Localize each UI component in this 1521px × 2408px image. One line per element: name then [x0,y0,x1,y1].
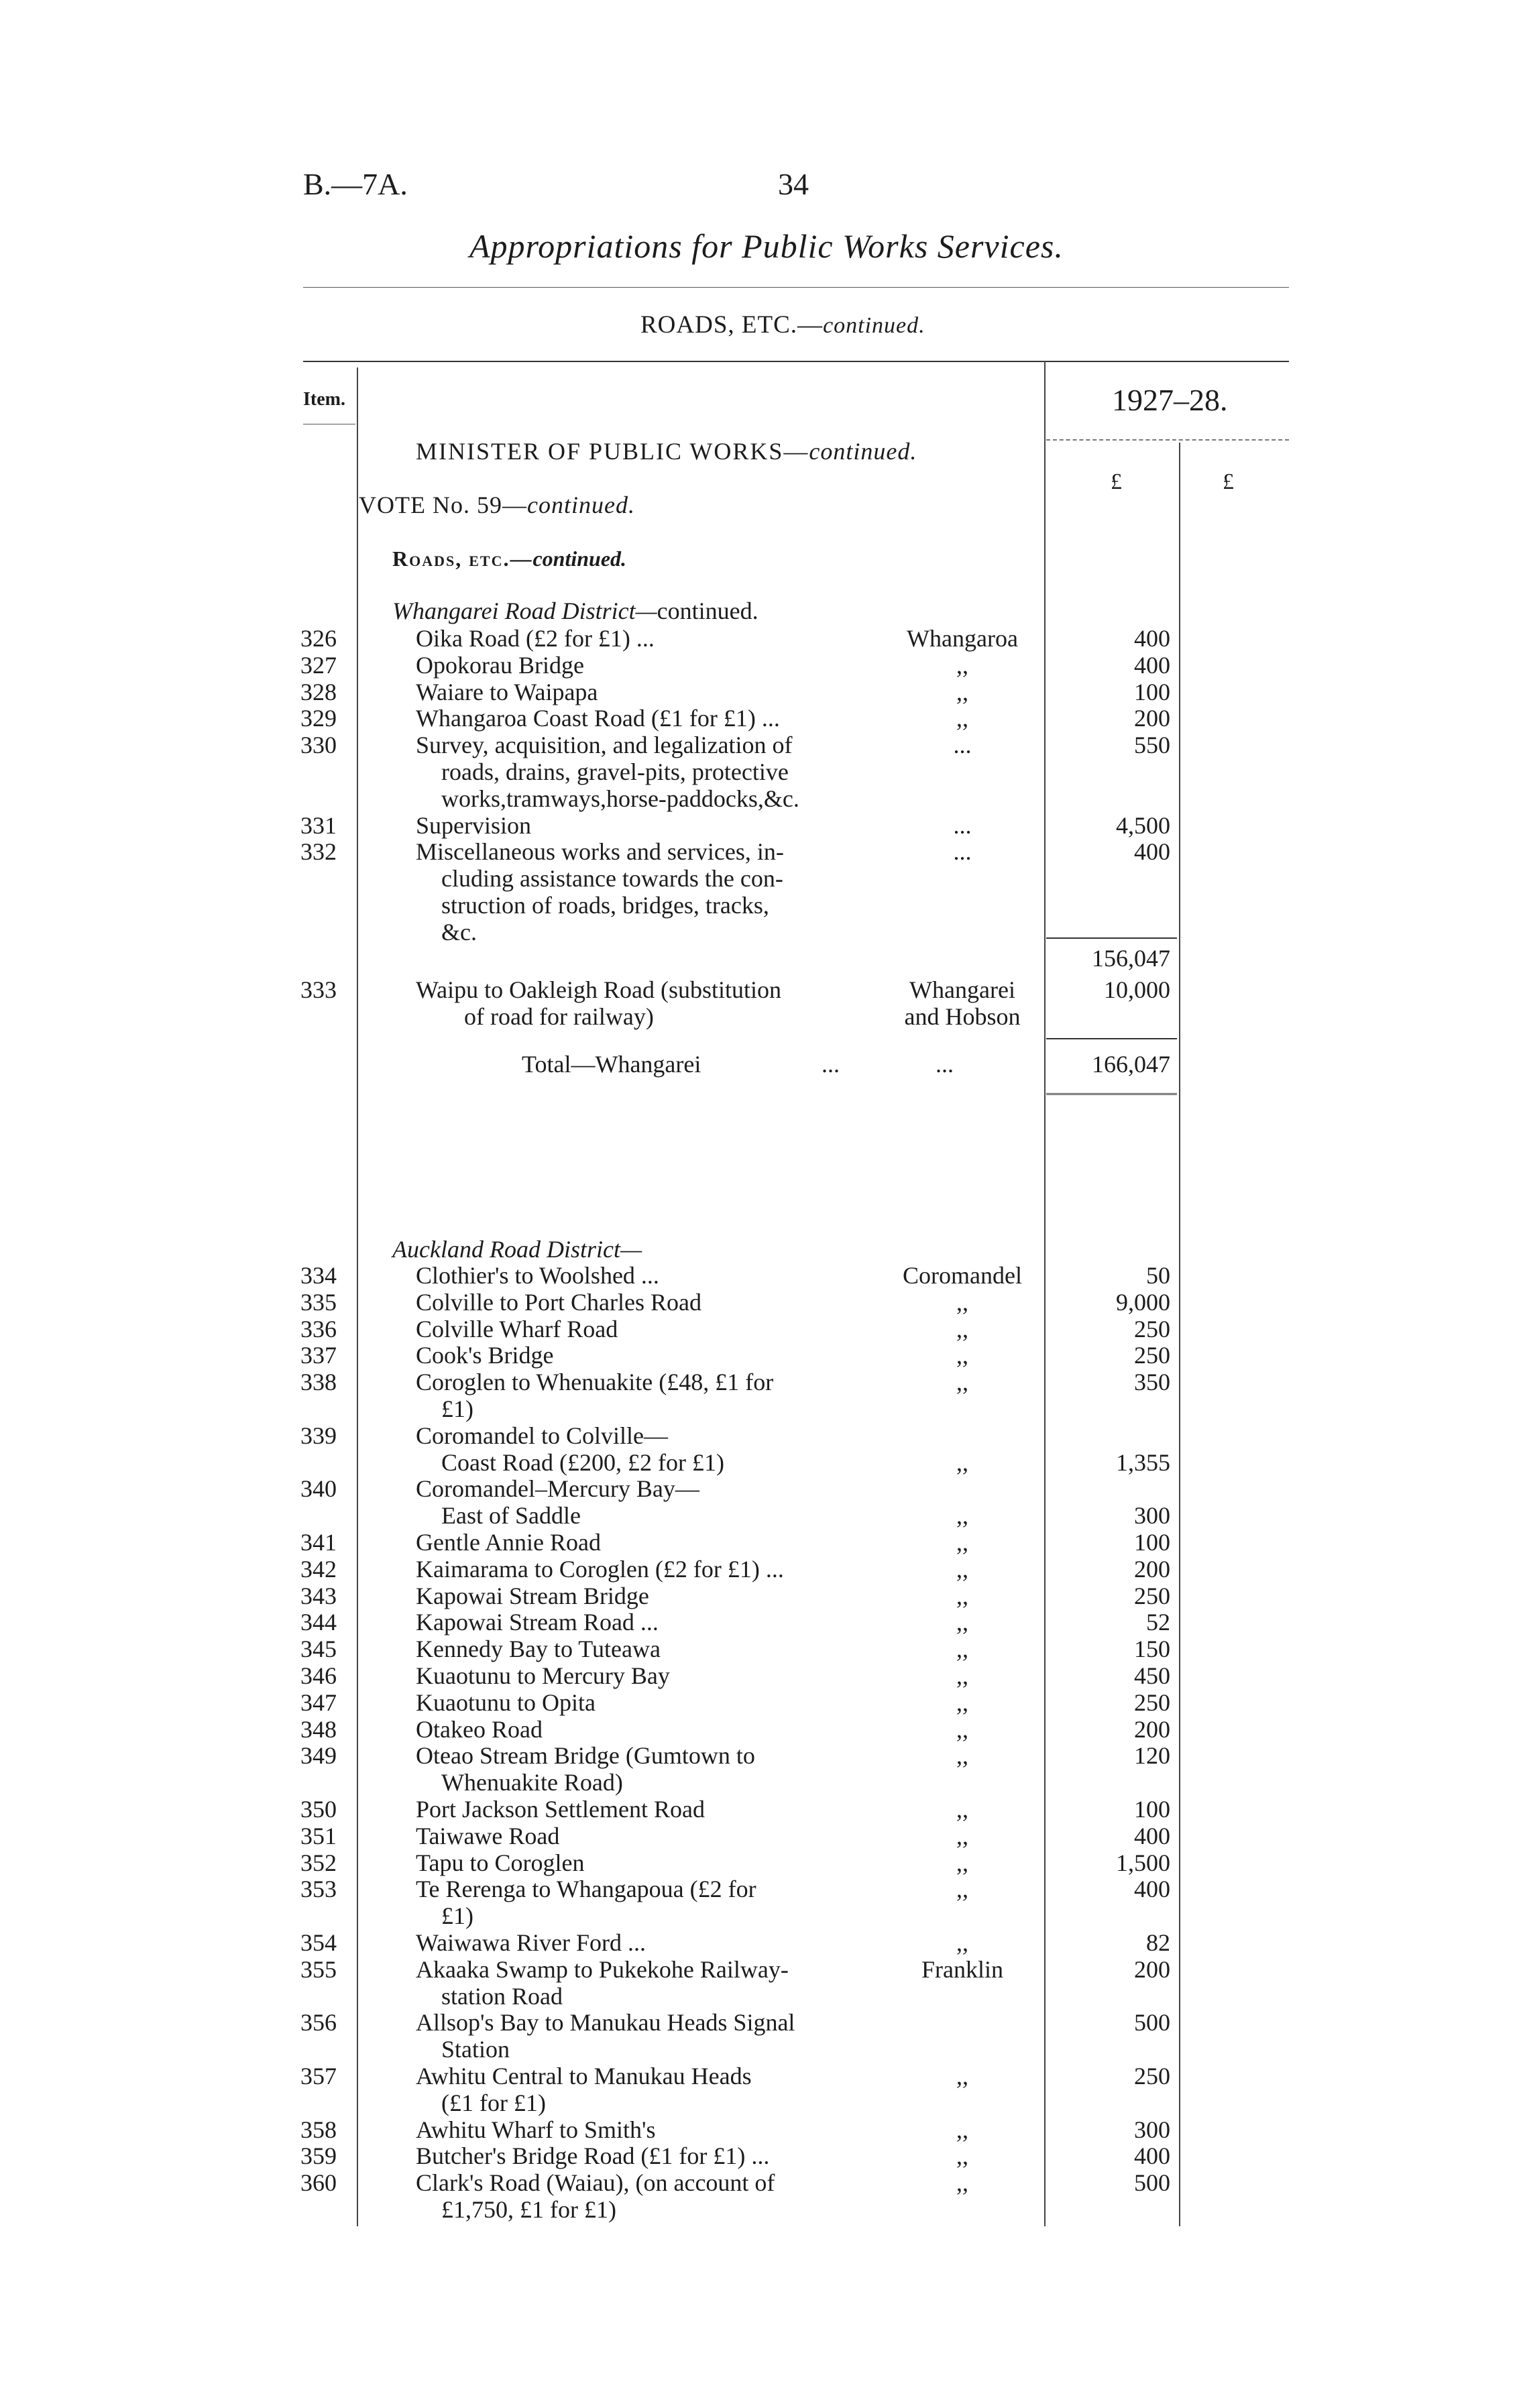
item-number: 329 [300,705,337,732]
item-location: ,, [956,1369,968,1396]
item-amount: 1,355 [1116,1448,1170,1476]
item-amount: 250 [1134,1582,1170,1609]
table-row [0,1849,1521,1876]
item-location: ,, [956,1448,968,1476]
item-location: ,, [956,1742,968,1770]
item-location: Coromandel [903,1262,1022,1289]
item-location: Franklin [921,1955,1003,1983]
item-description [416,1262,858,1289]
item-number: 355 [300,1955,337,1983]
item-number: 344 [300,1609,337,1636]
table-row [0,705,1521,732]
description-line: Clothier's to Woolshed ... [416,1262,659,1289]
item-location: ,, [956,1822,968,1849]
item-amount: 250 [1134,1342,1170,1369]
minister-heading-italic: continued. [809,438,917,465]
item-number: 342 [300,1555,337,1583]
description-line: Supervision [416,811,532,839]
description-line: Waiwawa River Ford ... [416,1929,646,1956]
item-location: ... [953,811,972,839]
vote-heading-main: VOTE No. 59— [359,492,527,518]
description-continuation: station Road [441,1982,563,2010]
description-continuation: roads, drains, gravel-pits, protective [441,758,789,786]
item-number: 360 [300,2169,337,2197]
item-number: 356 [300,2009,337,2037]
item-location: ,, [956,705,968,732]
item-description [416,2063,858,2116]
item-description [416,1689,858,1716]
description-continuation: £1) [441,1395,473,1423]
item-amount: 9,000 [1116,1288,1170,1316]
item-number: 353 [300,1876,337,1903]
description-continuation: Whenuakite Road) [441,1769,623,1796]
description-line: Te Rerenga to Whangapoua (£2 for [416,1876,756,1903]
item-amount: 250 [1134,2063,1170,2089]
item-number: 347 [300,1688,337,1716]
description-line: Butcher's Bridge Road (£1 for £1) ... [416,2142,770,2170]
roads-heading-italic: continued. [532,547,627,571]
item-location: ... [953,838,972,866]
table-row [0,2116,1521,2143]
section-subtitle [640,310,925,339]
item-description [416,1583,858,1609]
subtitle-main: ROADS, ETC.— [640,311,824,339]
item-number: 337 [300,1342,337,1369]
item-number: 351 [300,1822,337,1849]
item-description [416,2116,858,2143]
total-dots-1: ... [822,1051,840,1078]
item-description [416,1289,858,1316]
table-row [0,1556,1521,1583]
item-amount: 400 [1134,625,1170,652]
item-location: ,, [956,1582,968,1609]
table-row [0,1262,1521,1289]
item-amount: 300 [1134,1502,1170,1530]
table-row [0,1316,1521,1342]
item-number: 359 [300,2142,337,2170]
subtitle-italic: continued. [823,313,925,338]
item-amount: 500 [1134,2009,1170,2037]
item-description [416,625,858,652]
item-location: ,, [956,1555,968,1583]
description-line: Allsop's Bay to Manukau Heads Signal [416,2009,795,2037]
item-location: ,, [956,1715,968,1743]
table-row [0,812,1521,839]
total-dots-2: ... [936,1051,954,1078]
item-description [416,1556,858,1583]
item-amount: 200 [1134,1555,1170,1583]
item-location: ,, [956,1636,968,1663]
item-amount: 400 [1134,651,1170,679]
document-reference: B.—7A. [303,167,408,201]
item-amount: 100 [1134,678,1170,705]
table-row [0,1636,1521,1662]
item-description [416,1342,858,1369]
item-amount: 500 [1134,2169,1170,2197]
item-description [416,1716,858,1743]
description-line: Clark's Road (Waiau), (on account of [416,2169,775,2197]
description-line: Kaimarama to Coroglen (£2 for £1) ... [416,1555,784,1583]
description-line: Survey, acquisition, and legalization of [416,732,793,759]
pound-column-2: £ [1223,469,1234,494]
page-number: 34 [778,167,809,201]
year-column-header: 1927–28. [1112,383,1228,417]
item-description [416,1369,858,1422]
description-line: Kennedy Bay to Tuteawa [416,1636,661,1663]
table-row [0,976,1521,1030]
description-continuation: East of Saddle [441,1502,581,1530]
item-number: 343 [300,1582,337,1609]
table-row [0,1876,1521,1929]
item-number: 352 [300,1849,337,1876]
item-description [416,2009,858,2063]
item-number: 358 [300,2116,337,2143]
item-location: ,, [956,1529,968,1556]
item-amount: 450 [1134,1662,1170,1689]
item-description [416,652,858,679]
description-continuation: £1) [441,1902,473,1930]
description-line: Colville Wharf Road [416,1315,618,1342]
item-location: ,, [956,1288,968,1316]
item-number: 346 [300,1662,337,1689]
year-header-rule [1046,439,1289,441]
description-line: Coroglen to Whenuakite (£48, £1 for [416,1369,774,1396]
table-top-rule [303,361,1289,362]
whangarei-total-label: Total—Whangarei [522,1051,701,1078]
item-amount: 350 [1134,1369,1170,1396]
item-location: ,, [956,1929,968,1956]
table-row [0,1583,1521,1609]
item-number: 348 [300,1715,337,1743]
description-line: Otakeo Road [416,1715,543,1743]
table-row [0,679,1521,705]
vote-heading [359,491,635,519]
table-row [0,1369,1521,1422]
minister-heading [416,437,917,465]
item-description [416,2169,858,2223]
table-row [0,1929,1521,1956]
item-description [416,1742,858,1796]
item-amount: 52 [1146,1609,1170,1636]
description-line: Awhitu Central to Manukau Heads [416,2063,752,2089]
item-location: ,, [956,1609,968,1636]
item-amount: 400 [1134,1822,1170,1849]
item-number: 357 [300,2063,337,2089]
item-number: 327 [300,651,337,679]
item-location: Whangaroa [907,625,1018,652]
item-location: Whangarei [909,976,1015,1003]
whangarei-district-heading [392,597,758,625]
item-number: 340 [300,1475,337,1503]
item-description [416,1609,858,1636]
item-amount: 400 [1134,2142,1170,2170]
description-line: Waipu to Oakleigh Road (substitution [416,976,782,1003]
table-row [0,2009,1521,2063]
item-number: 331 [300,811,337,839]
description-continuation: cluding assistance towards the con- [441,865,783,893]
item-description [416,1849,858,1876]
item-amount: 100 [1134,1529,1170,1556]
table-row [0,1823,1521,1849]
item-location: ,, [956,2063,968,2089]
item-number: 350 [300,1796,337,1823]
whangarei-district-continued: continued. [657,597,758,624]
page-title: Appropriations for Public Works Services. [469,227,1064,265]
whangarei-subtotal: 156,047 [1092,945,1170,972]
item-description [416,1422,858,1476]
item-amount: 82 [1146,1929,1170,1956]
item-description [416,679,858,705]
item-location: and Hobson [904,1002,1021,1030]
table-row [0,652,1521,679]
item-description [416,732,858,812]
minister-heading-main: MINISTER OF PUBLIC WORKS— [416,438,809,465]
description-continuation: &c. [441,919,477,946]
item-amount: 200 [1134,1955,1170,1983]
item-number: 333 [300,976,337,1003]
table-row [0,1529,1521,1556]
table-row [0,1609,1521,1636]
item-amount: 120 [1134,1742,1170,1770]
roads-heading [392,547,626,571]
item-description [416,1475,858,1529]
description-line: Coromandel to Colville— [416,1422,668,1449]
description-line: Kapowai Stream Bridge [416,1582,649,1609]
item-number: 354 [300,1929,337,1956]
description-continuation: (£1 for £1) [441,2089,546,2116]
item-description [416,1636,858,1662]
item-description [416,976,858,1030]
whangarei-district-name: Whangarei Road District— [392,597,657,624]
table-row [0,1289,1521,1316]
description-line: Cook's Bridge [416,1342,554,1369]
item-location: ,, [956,2116,968,2143]
item-location: ,, [956,1876,968,1903]
item-location: ,, [956,1849,968,1876]
item-description [416,1662,858,1689]
pound-column-1: £ [1111,469,1122,494]
item-number: 341 [300,1529,337,1556]
item-number: 330 [300,732,337,759]
item-number: 335 [300,1288,337,1316]
description-line: Opokorau Bridge [416,651,584,679]
item-number: 339 [300,1422,337,1449]
description-line: Awhitu Wharf to Smith's [416,2116,656,2143]
table-row [0,1796,1521,1823]
description-line: Kuaotunu to Mercury Bay [416,1662,670,1689]
item-location: ,, [956,2142,968,2170]
description-continuation: Station [441,2036,510,2063]
auckland-district-heading: Auckland Road District— [392,1236,642,1263]
table-row [0,1422,1521,1476]
table-row [0,1742,1521,1796]
item-number: 338 [300,1369,337,1396]
item-amount: 10,000 [1104,976,1170,1003]
description-line: Kuaotunu to Opita [416,1688,596,1716]
item-amount: 150 [1134,1636,1170,1663]
item-description [416,2142,858,2169]
description-line: Colville to Port Charles Road [416,1288,701,1316]
item-description [416,1796,858,1823]
description-line: Tapu to Coroglen [416,1849,585,1876]
item-amount: 400 [1134,1876,1170,1903]
item-number: 349 [300,1742,337,1770]
description-line: Taiwawe Road [416,1822,560,1849]
item-amount: 250 [1134,1315,1170,1342]
description-line: Port Jackson Settlement Road [416,1796,705,1823]
whangarei-subtotal-rule [1046,937,1177,939]
item-amount: 300 [1134,2116,1170,2143]
table-row [0,1689,1521,1716]
title-rule [303,287,1289,288]
description-line: Coromandel–Mercury Bay— [416,1475,699,1503]
item-location: ,, [956,678,968,705]
item-description [416,1529,858,1556]
item-location: ,, [956,1796,968,1823]
item-number: 334 [300,1262,337,1289]
table-row [0,1956,1521,2010]
item-number: 326 [300,625,337,652]
description-line: Waiare to Waipapa [416,678,598,705]
item-location: ,, [956,1688,968,1716]
table-row [0,2142,1521,2169]
description-line: Oika Road (£2 for £1) ... [416,625,655,652]
item-column-header: Item. [303,389,345,410]
description-line: Oteao Stream Bridge (Gumtown to [416,1742,755,1770]
item-description [416,705,858,732]
item-location: ,, [956,1502,968,1530]
table-row [0,732,1521,811]
item-description [416,1929,858,1956]
table-row [0,2169,1521,2223]
item-amount: 400 [1134,838,1170,866]
item-number: 336 [300,1315,337,1342]
vote-heading-italic: continued. [526,492,635,518]
item-number: 332 [300,838,337,866]
item-amount: 200 [1134,705,1170,732]
item-description [416,838,858,945]
item-number: 345 [300,1636,337,1663]
table-row [0,838,1521,945]
description-line: Kapowai Stream Road ... [416,1609,659,1636]
description-continuation: £1,750, £1 for £1) [441,2196,616,2224]
table-row [0,1662,1521,1689]
description-line: Whangaroa Coast Road (£1 for £1) ... [416,705,780,732]
item-location: ,, [956,651,968,679]
whangarei-total-amount: 166,047 [1092,1051,1170,1078]
item-amount: 100 [1134,1796,1170,1823]
table-row [0,1716,1521,1743]
item-location: ,, [956,2169,968,2197]
item-description [416,1823,858,1849]
item-location: ... [953,732,972,759]
table-row [0,2063,1521,2116]
item-description [416,1316,858,1342]
table-row [0,625,1521,652]
description-continuation: works,tramways,horse-paddocks,&c. [441,785,799,813]
description-continuation: struction of roads, bridges, tracks, [441,892,769,919]
item-amount: 550 [1134,732,1170,759]
description-line: Akaaka Swamp to Pukekohe Railway- [416,1955,789,1983]
roads-heading-main: Roads, etc.— [392,547,533,571]
total-bottom-rule [1046,1093,1177,1095]
item-amount: 250 [1134,1688,1170,1716]
description-line: Miscellaneous works and services, in- [416,838,784,866]
item-amount: 50 [1146,1262,1170,1289]
item-number: 328 [300,678,337,705]
item-description [416,1956,858,2010]
item-amount: 1,500 [1116,1849,1170,1876]
description-line: Gentle Annie Road [416,1529,601,1556]
item-location: ,, [956,1315,968,1342]
item-location: ,, [956,1342,968,1369]
item-description [416,812,858,839]
total-top-rule [1046,1038,1177,1039]
item-amount: 4,500 [1116,811,1170,839]
item-description [416,1876,858,1929]
item-amount: 200 [1134,1715,1170,1743]
item-location: ,, [956,1662,968,1689]
description-continuation: Coast Road (£200, £2 for £1) [441,1448,724,1476]
table-row [0,1342,1521,1369]
description-continuation: of road for railway) [464,1003,654,1030]
table-row [0,1475,1521,1529]
